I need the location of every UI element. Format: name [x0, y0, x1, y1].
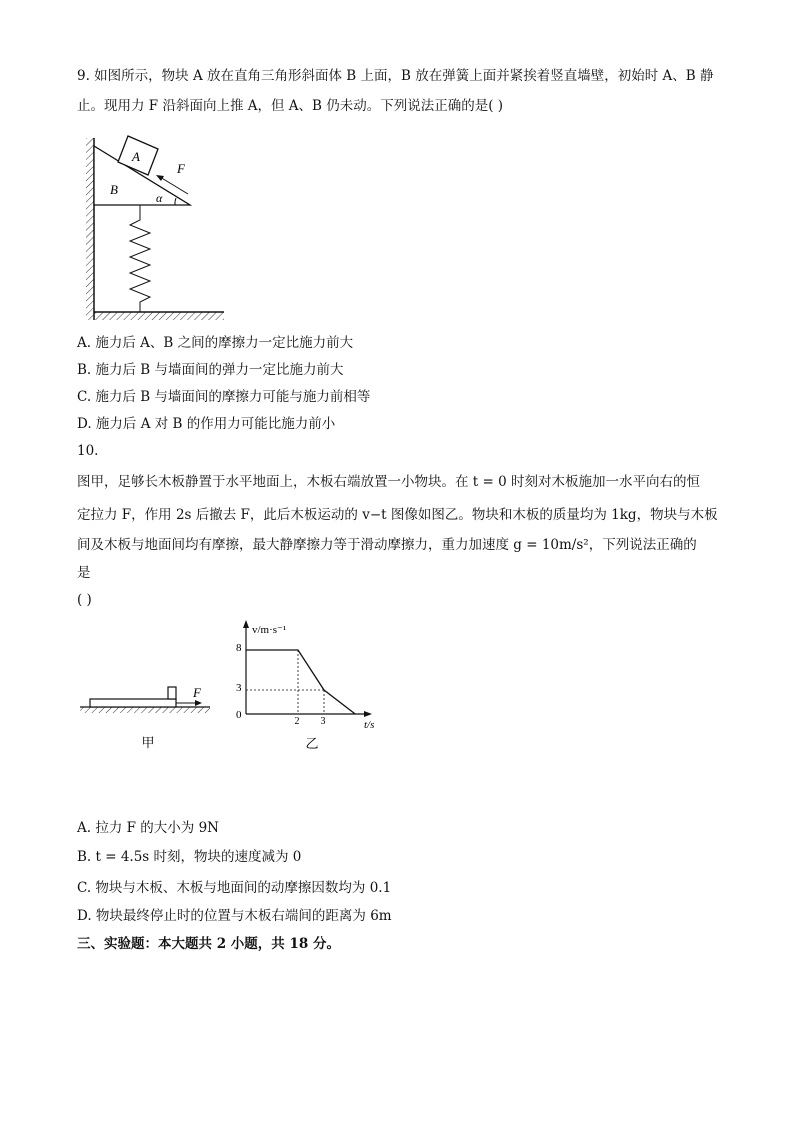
q10-stem-line-3: 间及木板与地面间均有摩擦，最大静摩擦力等于滑动摩擦力，重力加速度 g = 10m/s²，下列说法正确的: [77, 537, 697, 553]
q10-option-c: C. 物块与木板、木板与地面间的动摩擦因数均为 0.1: [77, 880, 392, 896]
q10-option-b: B. t = 4.5s 时刻，物块的速度减为 0: [77, 849, 302, 865]
label-f: F: [177, 161, 185, 176]
label-a: A: [132, 149, 140, 164]
q10-stem-line-4: 是: [77, 565, 91, 581]
spring: [130, 205, 150, 312]
x-tick-3: 3: [320, 716, 326, 727]
vt-series-line: [246, 650, 355, 714]
force-f-arrowhead: [156, 175, 164, 181]
label-f-jia: F: [193, 685, 201, 700]
wall-hatch: [86, 138, 94, 320]
y-axis-label: v/m·s⁻¹: [252, 624, 287, 636]
q10-stem-line-2: 定拉力 F，作用 2s 后撤去 F，此后木板运动的 v−t 图像如图乙。物块和木板的质量均为 1kg，物块与木板: [77, 507, 718, 523]
origin-label: 0: [236, 709, 242, 721]
board: [90, 699, 176, 707]
y-axis-arrowhead: [243, 620, 249, 628]
q10-option-d: D. 物块最终停止时的位置与木板右端间的距离为 6m: [77, 908, 392, 924]
q10-figure-jia: [80, 675, 220, 755]
x-axis-label: t/s: [364, 719, 375, 731]
q9-option-b: B. 施力后 B 与墙面间的弹力一定比施力前大: [77, 362, 344, 378]
x-axis-arrowhead: [364, 711, 372, 717]
x-tick-2: 2: [294, 716, 300, 727]
q9-figure: [80, 130, 230, 330]
q9-option-d: D. 施力后 A 对 B 的作用力可能比施力前小: [77, 416, 336, 432]
caption-jia: 甲: [141, 735, 155, 750]
y-tick-3: 3: [236, 682, 242, 694]
pull-force-arrowhead: [195, 700, 202, 706]
section-3-heading: 三、实验题：本大题共 2 小题，共 18 分。: [77, 936, 340, 952]
floor-hatch: [94, 312, 224, 320]
ground-hatch: [80, 707, 210, 713]
q9-stem-line-1: 9. 如图所示，物块 A 放在直角三角形斜面体 B 上面，B 放在弹簧上面并紧挨着竖直墙壁，初始时 A、B 静: [77, 68, 714, 84]
q10-option-a: A. 拉力 F 的大小为 9N: [77, 820, 219, 836]
y-tick-8: 8: [236, 642, 242, 654]
q10-number: 10.: [77, 443, 99, 459]
q9-stem-line-2: 止。现用力 F 沿斜面向上推 A，但 A、B 仍未动。下列说法正确的是( ): [77, 98, 504, 114]
caption-yi: 乙: [305, 736, 319, 751]
label-b: B: [110, 182, 118, 197]
q10-stem-line-1: 图甲，足够长木板静置于水平地面上，木板右端放置一小物块。在 t = 0 时刻对木板施加一水平向右的恒: [77, 474, 700, 490]
q10-stem-line-5: ( ): [77, 592, 92, 608]
q9-option-a: A. 施力后 A、B 之间的摩擦力一定比施力前大: [77, 335, 354, 351]
q9-option-c: C. 施力后 B 与墙面间的摩擦力可能与施力前相等: [77, 389, 371, 405]
small-block: [168, 687, 176, 699]
label-alpha: α: [156, 191, 163, 205]
q10-figure-yi: [228, 618, 393, 758]
